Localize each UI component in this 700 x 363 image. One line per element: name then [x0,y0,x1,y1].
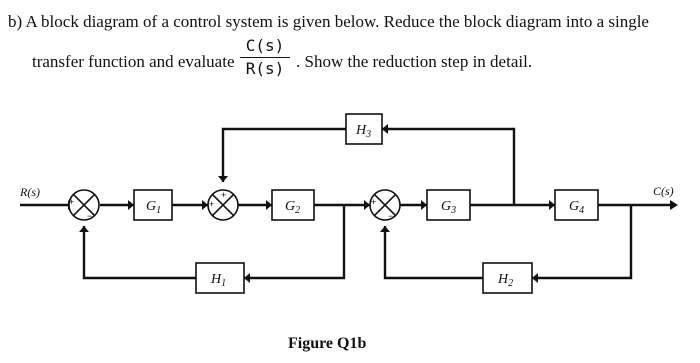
summing-junction-1 [69,190,99,221]
arrow-into-sum3 [364,200,370,210]
arrow-into-g1 [128,200,134,210]
input-label: R(s) [20,185,40,199]
fraction-denominator: R(s) [245,59,285,78]
sum3-left-sign: + [371,197,377,207]
arrow-output [670,200,678,210]
block-h2-label: H [498,272,509,287]
arrow-into-sum2 [202,200,208,210]
block-h2 [483,263,532,293]
summing-junction-2 [208,190,238,220]
arrow-into-h3 [382,124,388,134]
block-g2-subscript: 2 [295,205,301,216]
sum2-left-sign: + [209,199,215,209]
arrow-into-g3 [421,200,427,210]
arrow-into-h2 [532,273,538,283]
line-h3-return [223,129,346,182]
block-g4-label: G [569,199,580,214]
block-g1 [134,190,172,220]
block-g1-subscript: 1 [156,205,162,216]
sum2-top-sign: + [221,190,227,200]
arrow-into-sum3-bottom [380,226,390,232]
arrow-into-g2 [266,200,272,210]
output-label: C(s) [653,184,674,198]
question-line-3: . Show the reduction step in detail. [296,52,533,71]
arrow-into-g4 [549,200,555,210]
block-h1-label: H [211,272,222,287]
line-h2-return [385,226,483,278]
block-g3 [427,190,470,220]
arrow-into-sum1-bottom [79,226,89,232]
sum1-bottom-sign: − [87,211,93,221]
figure-caption: Figure Q1b [288,335,367,352]
arrow-into-h1 [244,273,250,283]
block-g2 [272,190,314,220]
summing-junction-3 [370,190,400,221]
block-g4-subscript: 4 [579,205,585,216]
line-h1-return [84,226,196,278]
arrow-into-sum2-top [218,176,228,182]
question-line-2: transfer function and evaluate [32,52,235,71]
sum1-left-sign: + [69,197,75,207]
block-h1 [196,263,244,293]
block-g3-subscript: 3 [451,205,457,216]
block-g1-label: G [146,199,157,214]
block-g3-label: G [441,199,452,214]
block-h3 [346,114,382,144]
block-h3-label: H [356,123,367,138]
block-h1-subscript: 1 [221,278,227,289]
block-g2-label: G [285,199,296,214]
question-line-1: b) A block diagram of a control system is given below. Reduce the block diagram into a single [8,12,649,31]
block-g4 [555,190,598,220]
sum3-bottom-sign: − [388,211,394,221]
fraction-numerator: C(s) [245,36,285,55]
block-h2-subscript: 2 [508,278,514,289]
block-h3-subscript: 3 [366,129,372,140]
